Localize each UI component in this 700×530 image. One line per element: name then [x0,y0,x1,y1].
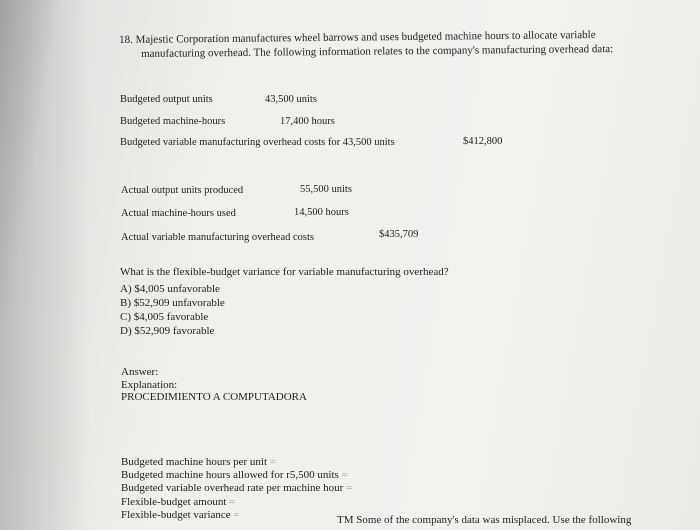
answer-label: Answer: [121,366,159,378]
calc-line-3 [121,482,352,494]
actual-output-value: 55,500 units [300,184,352,195]
option-b: B) $52,909 unfavorable [120,297,225,309]
next-question-fragment: TM Some of the company's data was misplaced. Use the following [337,514,632,526]
option-a: A) $4,005 unfavorable [120,283,220,295]
calc-line-5-equals: = [233,509,240,521]
budgeted-overhead-label: Budgeted variable manufacturing overhead costs for 43,500 units [120,137,395,148]
explanation-label: Explanation: [121,379,178,391]
procedure-label: PROCEDIMIENTO A COMPUTADORA [121,391,307,403]
calc-line-2-equals: = [341,469,348,481]
calc-line-2 [121,469,348,481]
option-d: D) $52,909 favorable [120,325,215,337]
budgeted-machine-hours-value: 17,400 hours [280,116,335,127]
calc-line-3-equals: = [346,482,353,494]
actual-overhead-label: Actual variable manufacturing overhead costs [121,232,315,243]
calc-line-4-text: Flexible-budget amount [121,496,227,508]
budgeted-output-value: 43,500 units [265,94,317,105]
budgeted-machine-hours-label: Budgeted machine-hours [120,116,226,127]
calc-line-5-text: Flexible-budget variance [121,509,231,521]
calc-line-1-equals: = [269,456,276,468]
question-line-2: manufacturing overhead. The following information relates to the company's manufacturing overhead data: [141,43,614,60]
budgeted-overhead-value: $412,800 [463,136,503,147]
option-c: C) $4,005 favorable [120,311,209,323]
question-line-1: 18. Majestic Corporation manufactures wheel barrows and uses budgeted machine hours to allocate variable [119,29,596,46]
actual-overhead-value: $435,709 [379,229,419,240]
budgeted-output-label: Budgeted output units [120,94,213,105]
actual-machine-hours-value: 14,500 hours [294,207,349,218]
actual-output-label: Actual output units produced [121,185,244,196]
calc-line-4-equals: = [229,496,236,508]
calc-line-5 [121,509,240,521]
calc-line-1 [121,456,276,468]
calc-line-1-text: Budgeted machine hours per unit [121,456,268,468]
prompt-text: What is the flexible-budget variance for variable manufacturing overhead? [120,266,449,278]
page-shadow [0,0,90,530]
actual-machine-hours-label: Actual machine-hours used [121,208,236,219]
calc-line-4 [121,496,235,508]
calc-line-3-text: Budgeted variable overhead rate per machine hour [121,482,344,494]
calc-line-2-text: Budgeted machine hours allowed for r5,500 units [121,469,339,481]
